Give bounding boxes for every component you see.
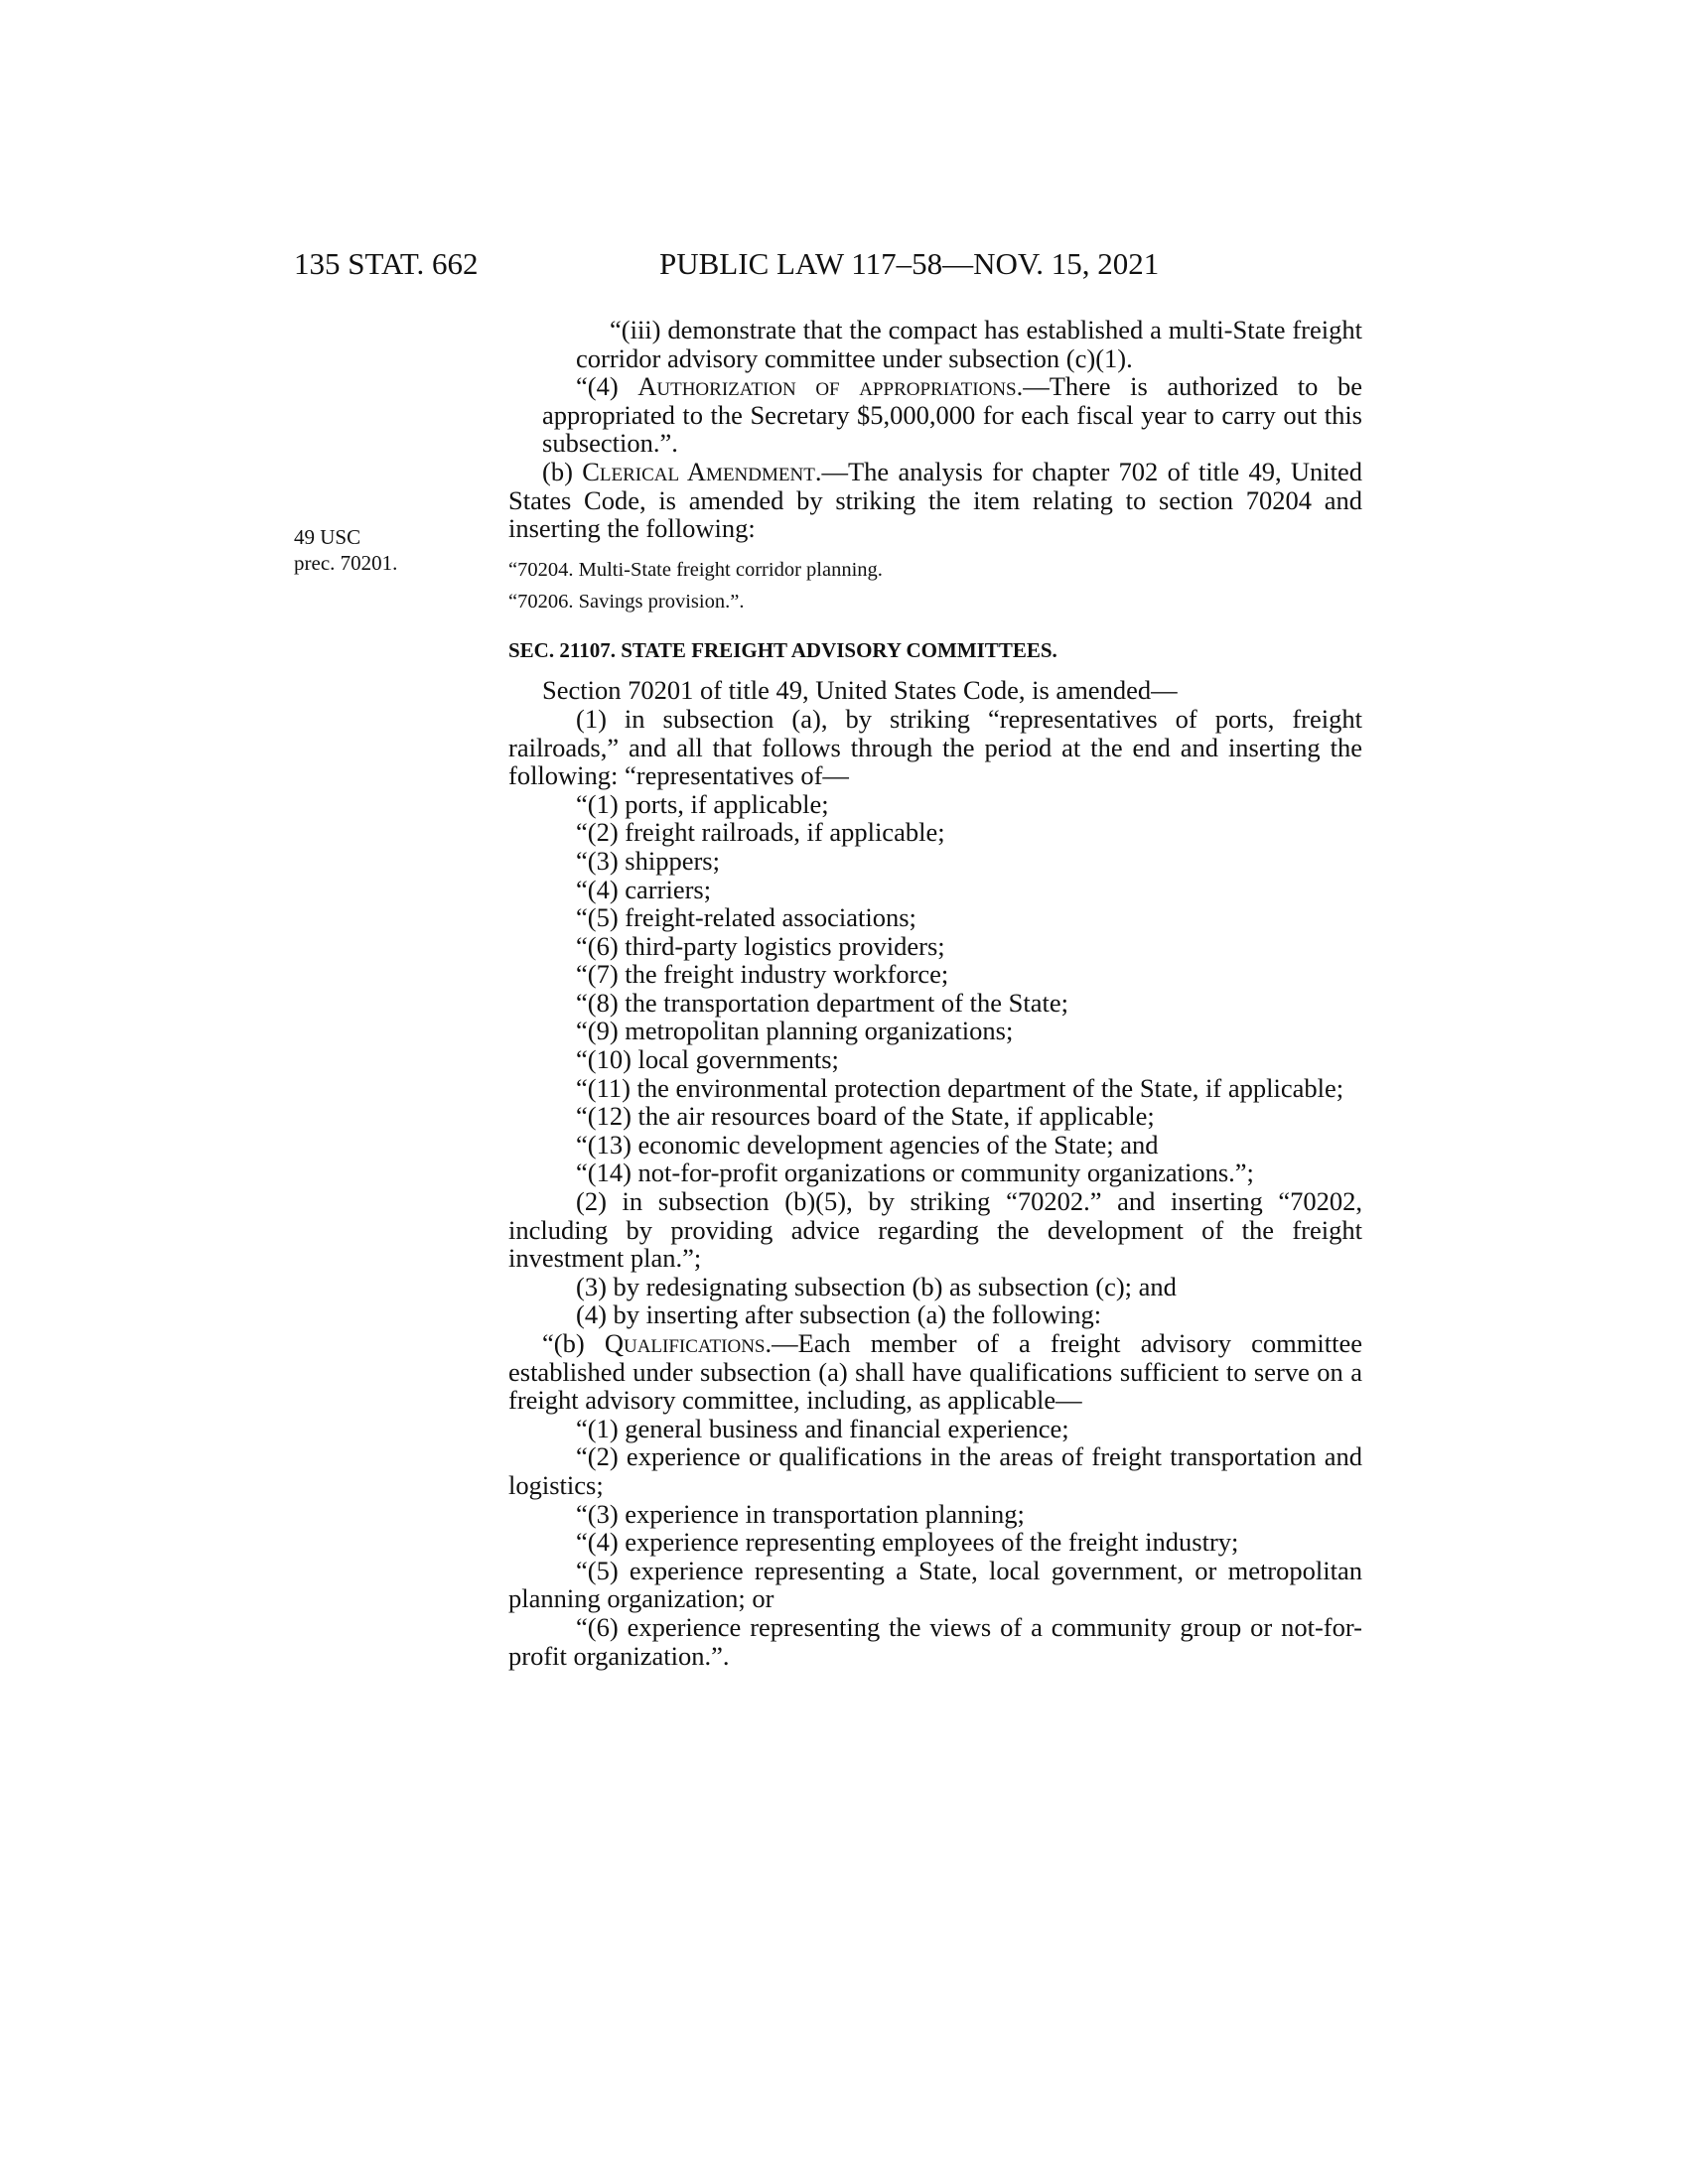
subsection-b-clerical bbox=[508, 458, 1362, 543]
amendment-1: (1) in subsection (a), by striking “representatives of ports, freight railroads,” and all that follows through the period at the end and inserting the following: “representatives of— bbox=[508, 703, 1362, 791]
paragraph-4-lead: “(4) bbox=[576, 371, 638, 402]
clause-iii: “(iii) demonstrate that the compact has established a multi-State freight corridor advisory committee under subsection (c)(1). bbox=[576, 315, 1362, 373]
rep-item: “(14) not-for-profit organizations or community organizations.”; bbox=[576, 1158, 1254, 1188]
amendment-4: (4) by inserting after subsection (a) the following: bbox=[576, 1299, 1102, 1330]
rep-item: “(1) ports, if applicable; bbox=[576, 788, 829, 819]
document-body bbox=[508, 316, 1362, 1670]
rep-item: “(7) the freight industry workforce; bbox=[576, 959, 949, 990]
qualifications-text: .—Each member of a freight advisory committee established under subsection (a) shall have qualifications sufficient to serve on a freight advisory committee, including, as applicable— bbox=[508, 1328, 1362, 1416]
page-running-title: PUBLIC LAW 117–58—NOV. 15, 2021 bbox=[659, 246, 1160, 281]
rep-item: “(5) freight-related associations; bbox=[576, 902, 916, 933]
rep-item: “(4) carriers; bbox=[576, 874, 712, 904]
qualification-item: “(3) experience in transportation planning; bbox=[576, 1498, 1025, 1529]
section-heading: SEC. 21107. STATE FREIGHT ADVISORY COMMITTEES. bbox=[508, 637, 1057, 662]
qualifications-heading: Qualifications bbox=[604, 1328, 766, 1358]
amendment-3: (3) by redesignating subsection (b) as subsection (c); and bbox=[576, 1271, 1177, 1301]
rep-item: “(8) the transportation department of the State; bbox=[576, 987, 1068, 1018]
qualification-item: “(1) general business and financial experience; bbox=[576, 1413, 1069, 1443]
qualification-item: “(2) experience or qualifications in the areas of freight transportation and logistics; bbox=[508, 1441, 1362, 1500]
subsection-b-text: .—The analysis for chapter 702 of title 49, United States Code, is amended by striking the item relating to section 70204 and inserting the following: bbox=[508, 456, 1362, 544]
paragraph-4-text: .—There is authorized to be appropriated to the Secretary $5,000,000 for each fiscal year to carry out this subsection.”. bbox=[542, 371, 1362, 459]
paragraph-4-heading: Authorization of appropriations bbox=[637, 371, 1017, 402]
margin-citation bbox=[294, 524, 397, 576]
amendment-2: (2) in subsection (b)(5), by striking “70202.” and inserting “70202, including by providing advice regarding the development of the freight investment plan.”; bbox=[508, 1186, 1362, 1274]
rep-item: “(12) the air resources board of the State, if applicable; bbox=[576, 1101, 1155, 1132]
subsection-b-heading: Clerical Amendment bbox=[582, 456, 815, 486]
page-stat-citation: 135 STAT. 662 bbox=[294, 246, 479, 281]
qualifications-lead: “(b) bbox=[542, 1328, 605, 1358]
rep-item: “(13) economic development agencies of the State; and bbox=[576, 1129, 1159, 1160]
subsection-b-lead: (b) bbox=[542, 456, 583, 486]
section-intro: Section 70201 of title 49, United States Code, is amended— bbox=[542, 675, 1178, 706]
margin-citation-line2: prec. 70201. bbox=[294, 551, 398, 575]
qualification-item: “(4) experience representing employees of the freight industry; bbox=[576, 1527, 1239, 1558]
qualification-item: “(5) experience representing a State, local government, or metropolitan planning organization; or bbox=[508, 1555, 1362, 1614]
rep-item: “(3) shippers; bbox=[576, 845, 720, 876]
qualifications-subsection bbox=[508, 1329, 1362, 1415]
rep-item: “(2) freight railroads, if applicable; bbox=[576, 817, 945, 848]
toc-item-70206: “70206. Savings provision.”. bbox=[508, 590, 745, 613]
rep-item: “(6) third-party logistics providers; bbox=[576, 930, 945, 961]
rep-item: “(9) metropolitan planning organizations; bbox=[576, 1016, 1014, 1046]
qualification-item: “(6) experience representing the views of a community group or not-for-profit organization.”. bbox=[508, 1611, 1362, 1671]
rep-item: “(10) local governments; bbox=[576, 1044, 839, 1075]
margin-citation-line1: 49 USC bbox=[294, 525, 361, 549]
toc-item-70204: “70204. Multi-State freight corridor planning. bbox=[508, 558, 883, 581]
rep-item: “(11) the environmental protection department of the State, if applicable; bbox=[576, 1072, 1344, 1103]
paragraph-4 bbox=[508, 372, 1362, 458]
